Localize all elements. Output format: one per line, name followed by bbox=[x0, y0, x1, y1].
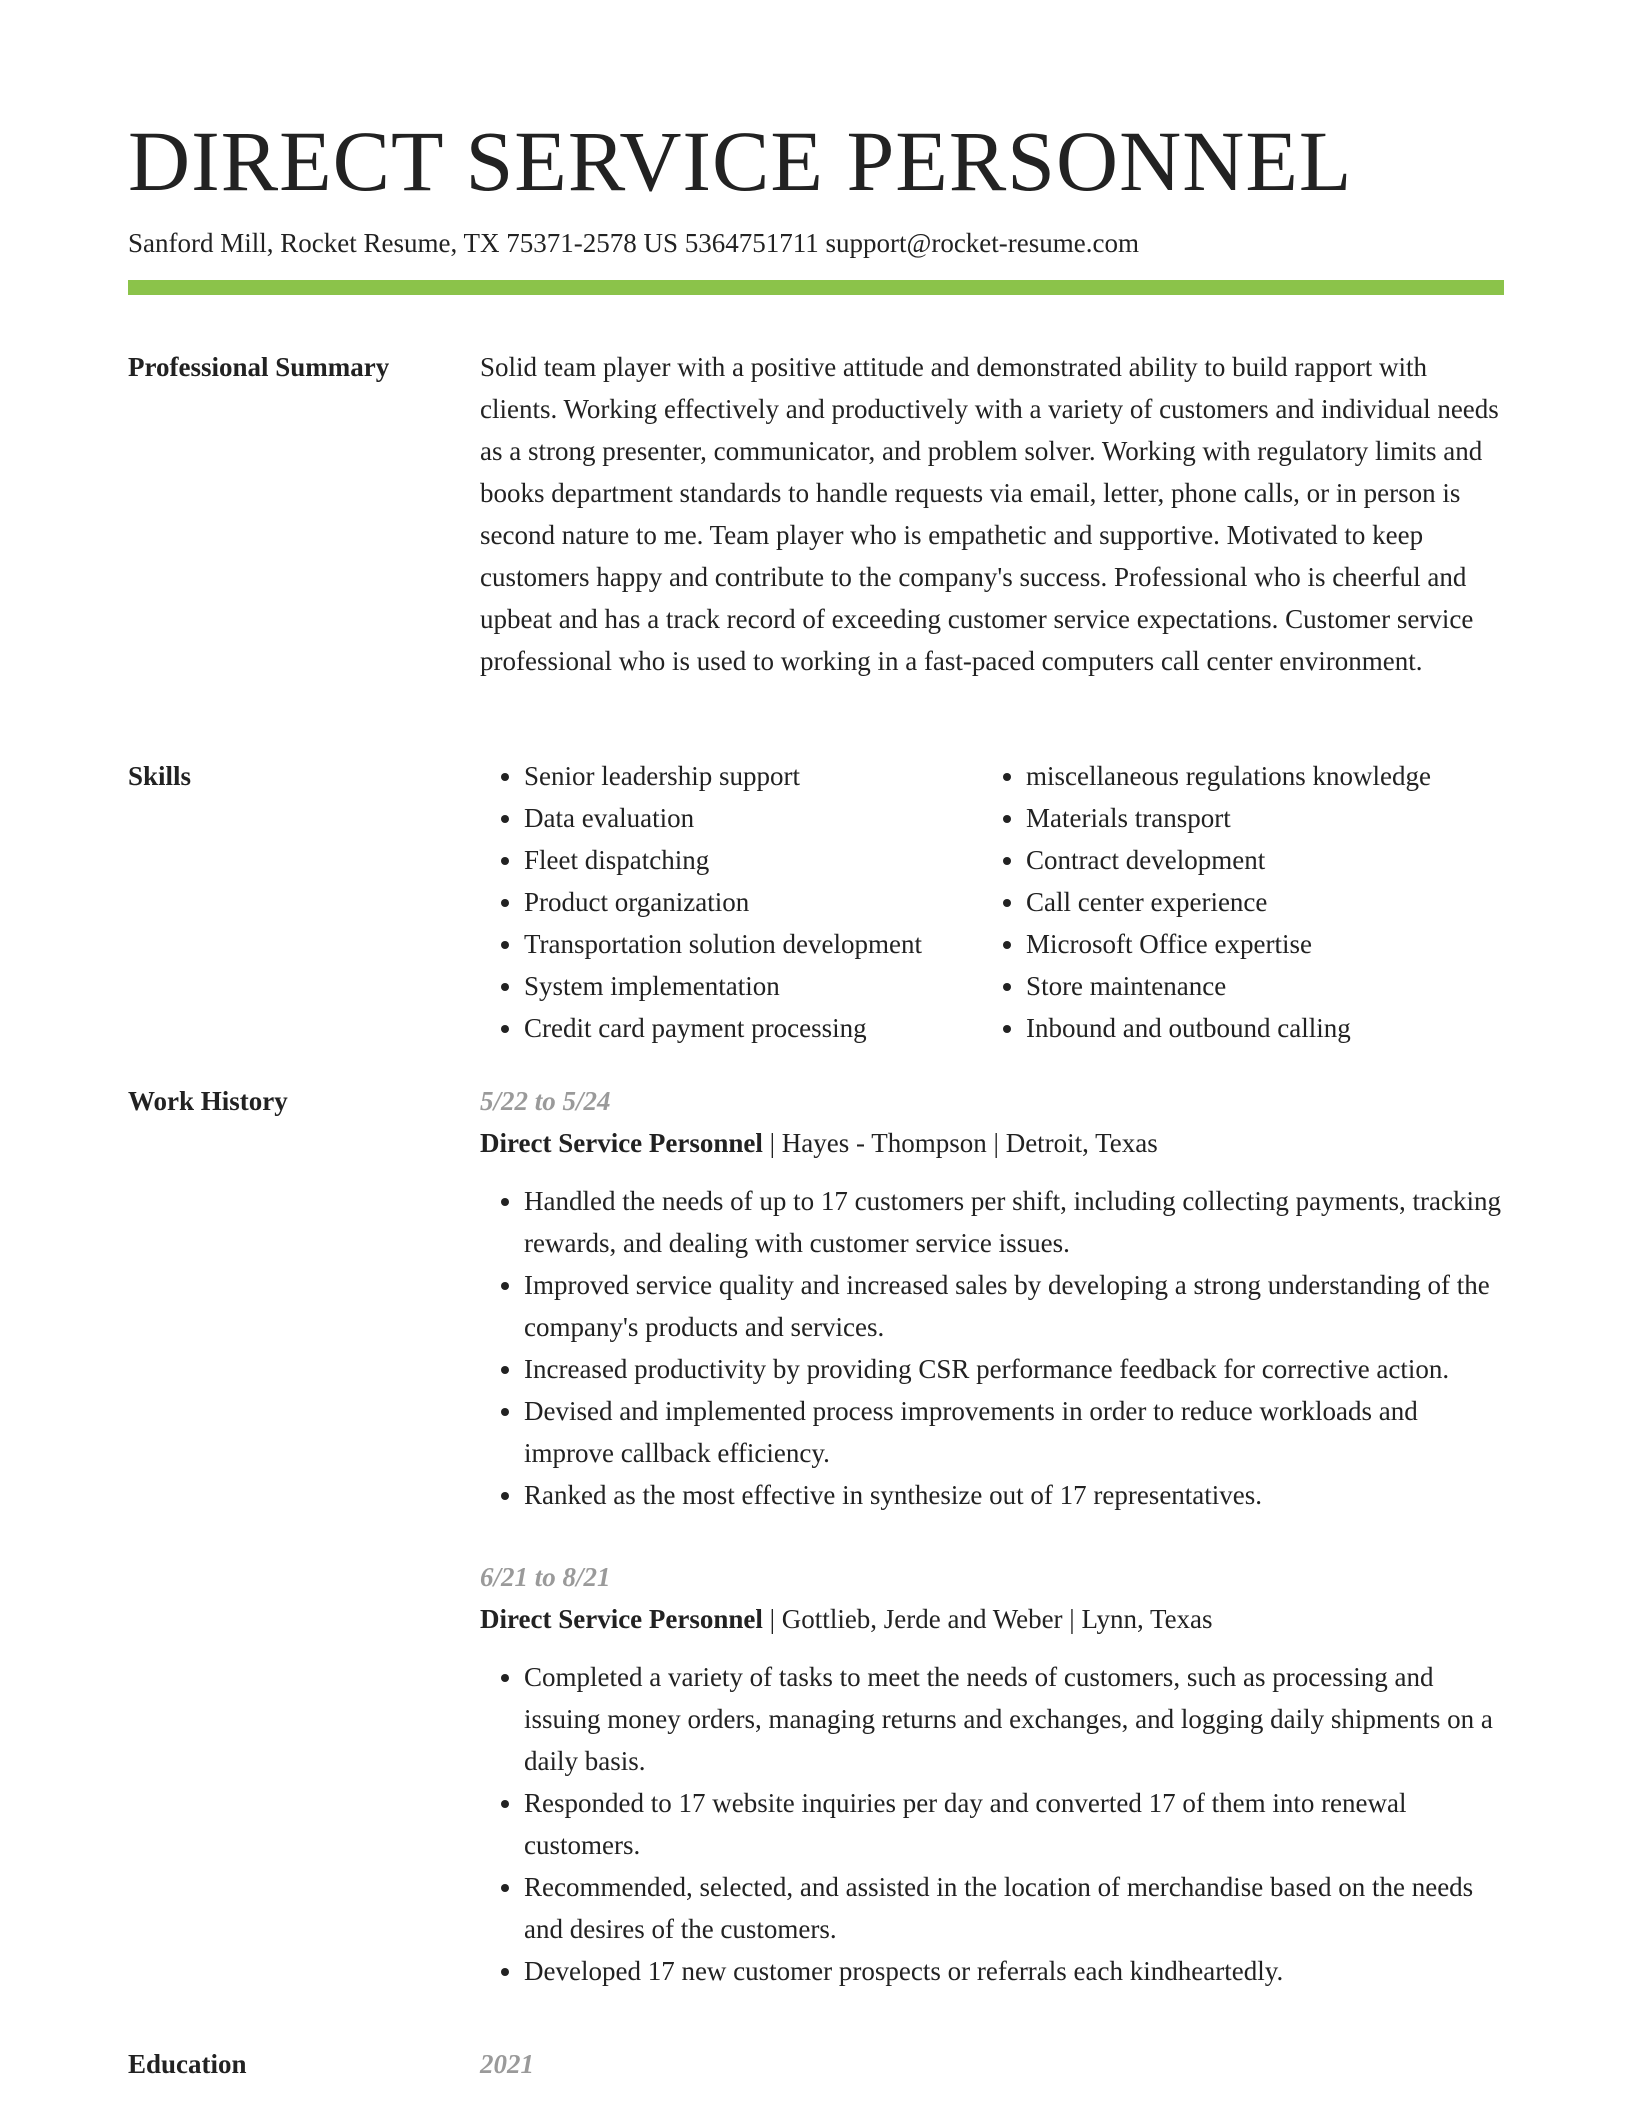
skill-item: • Call center experience bbox=[1026, 881, 1504, 923]
resume-header bbox=[128, 113, 1504, 295]
job-title: Direct Service Personnel bbox=[480, 1604, 763, 1634]
job-bullet: • Handled the needs of up to 17 customers per shift, including collecting payments, tracking rewards, and dealing with customer service issues. bbox=[524, 1180, 1504, 1264]
job-date: 6/21 to 8/21 bbox=[480, 1562, 611, 1592]
accent-divider bbox=[128, 280, 1504, 295]
education-heading: Education bbox=[128, 2049, 247, 2079]
job-bullet: • Devised and implemented process improvements in order to reduce workloads and improve callback efficiency. bbox=[524, 1390, 1504, 1474]
skill-item: • miscellaneous regulations knowledge bbox=[1026, 755, 1504, 797]
job-bullets bbox=[480, 1656, 1504, 1992]
work-history-heading: Work History bbox=[128, 1086, 288, 1116]
job-bullet: • Ranked as the most effective in synthesize out of 17 representatives. bbox=[524, 1474, 1504, 1516]
skill-item: • Credit card payment processing bbox=[524, 1007, 982, 1049]
skill-item: • Store maintenance bbox=[1026, 965, 1504, 1007]
skill-item: • Fleet dispatching bbox=[524, 839, 982, 881]
job-bullet: • Improved service quality and increased sales by developing a strong understanding of the company's products and services. bbox=[524, 1264, 1504, 1348]
skill-item: • Inbound and outbound calling bbox=[1026, 1007, 1504, 1049]
skill-item: • Contract development bbox=[1026, 839, 1504, 881]
contact-line: Sanford Mill, Rocket Resume, TX 75371-2578 US 5364751711 support@rocket-resume.com bbox=[128, 228, 1139, 258]
job-bullet: • Responded to 17 website inquiries per day and converted 17 of them into renewal customers. bbox=[524, 1782, 1504, 1866]
skill-item: • Microsoft Office expertise bbox=[1026, 923, 1504, 965]
skill-item: • System implementation bbox=[524, 965, 982, 1007]
skill-item: • Transportation solution development bbox=[524, 923, 982, 965]
job-title-line bbox=[480, 1598, 1504, 1640]
skill-item: • Senior leadership support bbox=[524, 755, 982, 797]
job-bullet: • Completed a variety of tasks to meet the needs of customers, such as processing and issuing money orders, managing returns and exchanges, and logging daily shipments on a daily basis. bbox=[524, 1656, 1504, 1782]
job-bullet: • Recommended, selected, and assisted in the location of merchandise based on the needs and desires of the customers. bbox=[524, 1866, 1504, 1950]
education-date: 2021 bbox=[480, 2049, 534, 2079]
job-bullet: • Increased productivity by providing CSR performance feedback for corrective action. bbox=[524, 1348, 1504, 1390]
skill-item: • Materials transport bbox=[1026, 797, 1504, 839]
job-date: 5/22 to 5/24 bbox=[480, 1086, 611, 1116]
job-entry bbox=[480, 1080, 1504, 1516]
job-bullet: • Developed 17 new customer prospects or referrals each kindheartedly. bbox=[524, 1950, 1504, 1992]
candidate-name: DIRECT SERVICE PERSONNEL bbox=[128, 113, 1353, 209]
job-employer-location: | Hayes - Thompson | Detroit, Texas bbox=[762, 1128, 1158, 1158]
skills-list-left bbox=[480, 755, 982, 1049]
skills-list-right bbox=[982, 755, 1504, 1049]
skills-grid bbox=[480, 755, 1504, 1049]
skill-item: • Data evaluation bbox=[524, 797, 982, 839]
job-employer-location: | Gottlieb, Jerde and Weber | Lynn, Texas bbox=[762, 1604, 1213, 1634]
skills-heading: Skills bbox=[128, 761, 192, 791]
job-title-line bbox=[480, 1122, 1504, 1164]
summary-heading: Professional Summary bbox=[128, 352, 390, 382]
summary-text: Solid team player with a positive attitude and demonstrated ability to build rapport with clients. Working effectively and productively with a variety of customers and individual needs as a strong presenter, communicator, and problem solver. Working with regulatory limits and books department standards to handle requests via email, letter, phone calls, or in person is second nature to me. Team player who is empathetic and supportive. Motivated to keep customers happy and contribute to the company's success. Professional who is cheerful and upbeat and has a track record of exceeding customer service expectations. Customer service professional who is used to working in a fast-paced computers call center environment. bbox=[480, 352, 1499, 676]
job-bullets bbox=[480, 1180, 1504, 1516]
job-title: Direct Service Personnel bbox=[480, 1128, 763, 1158]
job-entry bbox=[480, 1556, 1504, 1992]
skill-item: • Product organization bbox=[524, 881, 982, 923]
